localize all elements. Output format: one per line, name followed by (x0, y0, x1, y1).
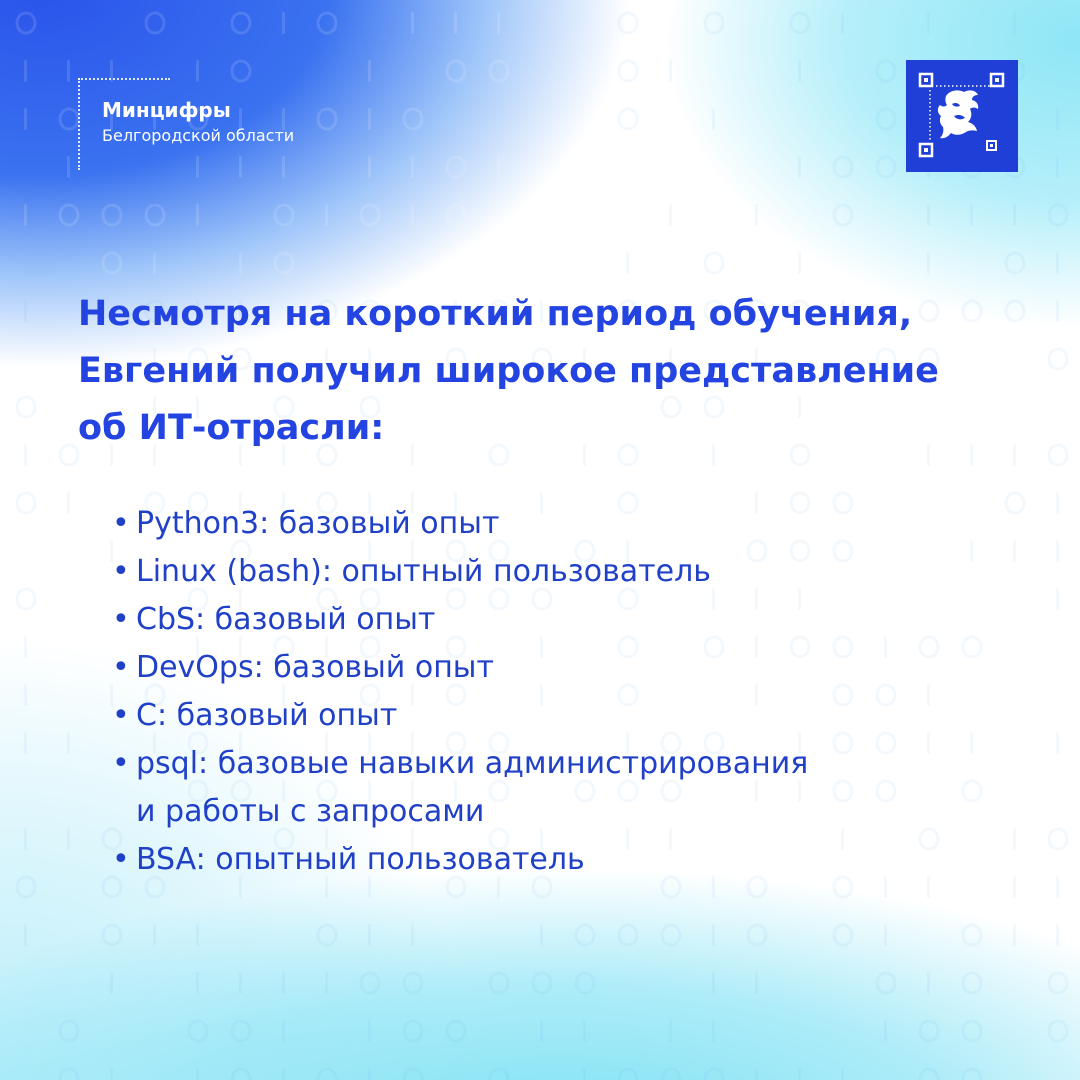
binary-one-glyph (1056, 588, 1059, 610)
binary-one-glyph (196, 924, 199, 946)
brand-name: Минцифры (102, 98, 231, 122)
binary-zero-glyph (533, 973, 551, 993)
binary-zero-glyph (619, 109, 637, 129)
binary-one-glyph (540, 156, 543, 178)
binary-one-glyph (583, 1020, 586, 1042)
binary-zero-glyph (318, 13, 336, 33)
binary-one-glyph (368, 108, 371, 130)
binary-zero-glyph (404, 1021, 422, 1041)
binary-one-glyph (669, 60, 672, 82)
binary-one-glyph (1056, 156, 1059, 178)
binary-zero-glyph (705, 1069, 723, 1080)
binary-one-glyph (583, 156, 586, 178)
binary-one-glyph (282, 1020, 285, 1042)
binary-one-glyph (497, 12, 500, 34)
binary-zero-glyph (189, 1021, 207, 1041)
binary-zero-glyph (877, 157, 895, 177)
binary-one-glyph (970, 204, 973, 226)
binary-zero-glyph (877, 109, 895, 129)
binary-zero-glyph (232, 1069, 250, 1080)
binary-one-glyph (24, 60, 27, 82)
binary-one-glyph (841, 12, 844, 34)
binary-zero-glyph (404, 1069, 422, 1080)
binary-one-glyph (454, 12, 457, 34)
binary-zero-glyph (447, 1021, 465, 1041)
binary-one-glyph (67, 60, 70, 82)
skill-item (112, 500, 1012, 548)
binary-zero-glyph (490, 973, 508, 993)
binary-one-glyph (712, 972, 715, 994)
binary-one-glyph (841, 1068, 844, 1080)
binary-one-glyph (884, 924, 887, 946)
binary-one-glyph (368, 60, 371, 82)
skill-item (112, 596, 1012, 644)
binary-zero-glyph (17, 493, 35, 513)
binary-one-glyph (755, 972, 758, 994)
binary-zero-glyph (361, 973, 379, 993)
binary-one-glyph (24, 684, 27, 706)
binary-one-glyph (196, 204, 199, 226)
binary-zero-glyph (1049, 205, 1067, 225)
binary-one-glyph (798, 1068, 801, 1080)
binary-one-glyph (1013, 924, 1016, 946)
binary-one-glyph (282, 1068, 285, 1080)
binary-one-glyph (325, 204, 328, 226)
skill-text-continuation: и работы с запросами (136, 794, 485, 829)
binary-one-glyph (669, 204, 672, 226)
binary-one-glyph (24, 204, 27, 226)
binary-one-glyph (110, 972, 113, 994)
binary-zero-glyph (232, 1021, 250, 1041)
binary-one-glyph (153, 924, 156, 946)
binary-one-glyph (24, 636, 27, 658)
binary-one-glyph (239, 252, 242, 274)
binary-zero-glyph (963, 973, 981, 993)
skills-list (112, 500, 1012, 884)
binary-one-glyph (927, 972, 930, 994)
binary-one-glyph (798, 252, 801, 274)
binary-zero-glyph (920, 1021, 938, 1041)
skill-item (112, 644, 1012, 692)
binary-zero-glyph (275, 253, 293, 273)
binary-zero-glyph (963, 925, 981, 945)
binary-one-glyph (67, 828, 70, 850)
binary-zero-glyph (318, 925, 336, 945)
binary-zero-glyph (490, 61, 508, 81)
binary-zero-glyph (619, 13, 637, 33)
skill-text: Python3: базовый опыт (136, 506, 500, 541)
binary-one-glyph (583, 60, 586, 82)
binary-one-glyph (24, 444, 27, 466)
binary-zero-glyph (1049, 1021, 1067, 1041)
binary-zero-glyph (318, 1069, 336, 1080)
binary-one-glyph (1056, 540, 1059, 562)
binary-zero-glyph (1049, 445, 1067, 465)
brand-subtitle: Белгородской области (102, 126, 295, 145)
binary-zero-glyph (60, 205, 78, 225)
binary-zero-glyph (17, 397, 35, 417)
binary-one-glyph (712, 108, 715, 130)
binary-one-glyph (411, 156, 414, 178)
binary-one-glyph (411, 12, 414, 34)
binary-zero-glyph (834, 925, 852, 945)
binary-one-glyph (1056, 108, 1059, 130)
skill-text: psql: базовые навыки администрирования (136, 746, 809, 781)
headline-line: об ИТ-отрасли: (78, 408, 385, 448)
binary-one-glyph (196, 972, 199, 994)
binary-one-glyph (1056, 732, 1059, 754)
belgorod-lion-emblem-icon (906, 60, 1018, 172)
binary-zero-glyph (1006, 253, 1024, 273)
bullet: • (112, 554, 130, 589)
binary-one-glyph (712, 924, 715, 946)
binary-zero-glyph (619, 925, 637, 945)
brand-block (78, 78, 358, 170)
binary-one-glyph (1056, 300, 1059, 322)
binary-zero-glyph (232, 13, 250, 33)
binary-zero-glyph (60, 109, 78, 129)
binary-zero-glyph (103, 253, 121, 273)
binary-zero-glyph (662, 1069, 680, 1080)
skill-text: DevOps: базовый опыт (136, 650, 494, 685)
binary-zero-glyph (834, 157, 852, 177)
binary-one-glyph (583, 1068, 586, 1080)
bullet: • (112, 506, 130, 541)
binary-one-glyph (24, 732, 27, 754)
binary-one-glyph (1013, 876, 1016, 898)
binary-zero-glyph (705, 13, 723, 33)
binary-zero-glyph (447, 61, 465, 81)
binary-one-glyph (1056, 924, 1059, 946)
binary-one-glyph (368, 1020, 371, 1042)
binary-zero-glyph (447, 205, 465, 225)
binary-zero-glyph (576, 109, 594, 129)
binary-one-glyph (798, 60, 801, 82)
binary-zero-glyph (275, 205, 293, 225)
binary-zero-glyph (877, 973, 895, 993)
skill-item (112, 740, 1012, 836)
brand-dotted-line-horizontal (78, 78, 170, 80)
binary-one-glyph (1056, 252, 1059, 274)
binary-zero-glyph (404, 973, 422, 993)
binary-zero-glyph (17, 13, 35, 33)
binary-zero-glyph (619, 61, 637, 81)
binary-zero-glyph (1049, 973, 1067, 993)
binary-zero-glyph (576, 973, 594, 993)
binary-one-glyph (239, 972, 242, 994)
skill-item (112, 692, 1012, 740)
binary-one-glyph (411, 924, 414, 946)
brand-dotted-line-vertical (78, 78, 80, 170)
binary-one-glyph (24, 828, 27, 850)
binary-one-glyph (927, 12, 930, 34)
binary-one-glyph (67, 492, 70, 514)
binary-one-glyph (798, 156, 801, 178)
skill-item (112, 836, 1012, 884)
binary-zero-glyph (103, 205, 121, 225)
binary-one-glyph (325, 972, 328, 994)
binary-zero-glyph (920, 1069, 938, 1080)
binary-zero-glyph (963, 1021, 981, 1041)
binary-zero-glyph (60, 445, 78, 465)
binary-one-glyph (368, 924, 371, 946)
binary-one-glyph (24, 300, 27, 322)
binary-zero-glyph (17, 877, 35, 897)
binary-one-glyph (497, 156, 500, 178)
binary-one-glyph (368, 156, 371, 178)
binary-one-glyph (927, 252, 930, 274)
binary-one-glyph (24, 108, 27, 130)
binary-one-glyph (1013, 540, 1016, 562)
binary-one-glyph (196, 1068, 199, 1080)
binary-zero-glyph (17, 589, 35, 609)
binary-zero-glyph (877, 61, 895, 81)
binary-one-glyph (884, 1020, 887, 1042)
binary-one-glyph (67, 156, 70, 178)
binary-one-glyph (669, 1020, 672, 1042)
headline (78, 286, 1038, 457)
binary-zero-glyph (748, 925, 766, 945)
binary-one-glyph (1013, 204, 1016, 226)
binary-one-glyph (110, 1068, 113, 1080)
binary-zero-glyph (705, 253, 723, 273)
binary-zero-glyph (662, 925, 680, 945)
binary-one-glyph (153, 252, 156, 274)
binary-one-glyph (282, 972, 285, 994)
bullet: • (112, 602, 130, 637)
bullet: • (112, 842, 130, 877)
binary-zero-glyph (576, 925, 594, 945)
binary-zero-glyph (963, 1069, 981, 1080)
binary-one-glyph (540, 1020, 543, 1042)
binary-one-glyph (755, 204, 758, 226)
binary-one-glyph (1056, 492, 1059, 514)
binary-one-glyph (368, 1068, 371, 1080)
binary-one-glyph (454, 252, 457, 274)
binary-zero-glyph (60, 1021, 78, 1041)
binary-zero-glyph (490, 1069, 508, 1080)
binary-one-glyph (411, 204, 414, 226)
binary-one-glyph (67, 732, 70, 754)
binary-zero-glyph (791, 13, 809, 33)
binary-zero-glyph (146, 205, 164, 225)
binary-one-glyph (755, 1068, 758, 1080)
binary-one-glyph (1013, 828, 1016, 850)
skill-text: BSA: опытный пользователь (136, 842, 585, 877)
skill-text: C: базовый опыт (136, 698, 398, 733)
binary-zero-glyph (146, 13, 164, 33)
binary-zero-glyph (1049, 349, 1067, 369)
binary-zero-glyph (447, 157, 465, 177)
binary-one-glyph (927, 204, 930, 226)
binary-zero-glyph (576, 205, 594, 225)
binary-one-glyph (626, 252, 629, 274)
bullet: • (112, 650, 130, 685)
binary-zero-glyph (490, 253, 508, 273)
binary-zero-glyph (103, 925, 121, 945)
binary-one-glyph (24, 924, 27, 946)
binary-zero-glyph (619, 1069, 637, 1080)
binary-zero-glyph (60, 1069, 78, 1080)
binary-one-glyph (583, 252, 586, 274)
binary-zero-glyph (404, 109, 422, 129)
bullet: • (112, 746, 130, 781)
binary-one-glyph (1056, 876, 1059, 898)
skill-text: Linux (bash): опытный пользователь (136, 554, 711, 589)
headline-line: Евгений получил широкое представление (78, 351, 939, 391)
binary-one-glyph (282, 12, 285, 34)
binary-one-glyph (540, 204, 543, 226)
binary-one-glyph (1013, 12, 1016, 34)
bullet: • (112, 698, 130, 733)
headline-line: Несмотря на короткий период обучения, (78, 294, 913, 334)
skill-text: CbS: базовый опыт (136, 602, 436, 637)
binary-zero-glyph (361, 205, 379, 225)
binary-zero-glyph (1049, 829, 1067, 849)
binary-one-glyph (712, 1020, 715, 1042)
skill-item (112, 548, 1012, 596)
binary-one-glyph (540, 924, 543, 946)
binary-zero-glyph (834, 205, 852, 225)
